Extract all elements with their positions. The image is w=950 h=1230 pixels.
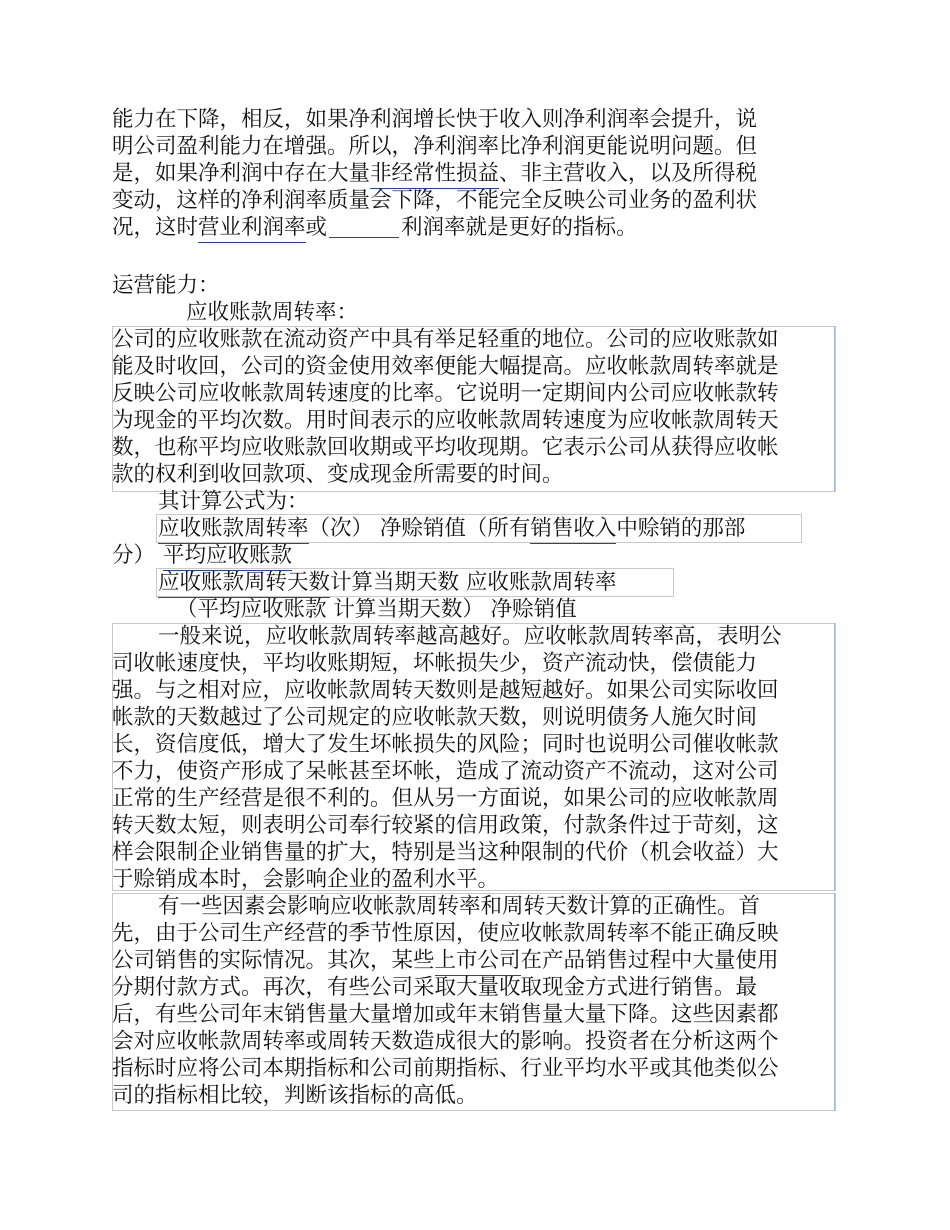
text-line: 不力，使资产形成了呆帐甚至坏帐，造成了流动资产不流动，这对公司 — [112, 759, 779, 784]
section-heading: 运营能力： — [112, 273, 220, 298]
text-line: 司收帐速度快，平均收账期短，坏帐损失少，资产流动快，偿债能力 — [112, 651, 758, 676]
text-line: 长，资信度低，增大了发生坏帐损失的风险；同时也说明公司催收帐款 — [112, 732, 779, 757]
margin-bar — [834, 893, 835, 1111]
formula-intro: 其计算公式为： — [158, 489, 309, 514]
text-line: 帐款的天数越过了公司规定的应收帐款天数，则说明债务人施欠时间 — [112, 705, 758, 730]
text-line: 明公司盈利能力在增强。所以，净利润率比净利润更能说明问题。但 — [112, 134, 758, 159]
formula-line: 分） 平均应收账款 — [112, 542, 292, 569]
text-line: 变动，这样的净利润率质量会下降，不能完全反映公司业务的盈利状 — [112, 188, 758, 213]
text-line: 正常的生产经营是很不利的。但从另一方面说，如果公司的应收帐款周 — [112, 786, 779, 811]
text-line: 为现金的平均次数。用时间表示的应收帐款周转速度为应收帐款周转天 — [112, 408, 779, 433]
text-line: 况，这时营业利润率或 利润率就是更好的指标。 — [112, 214, 638, 241]
text-line: 有一些因素会影响应收帐款周转率和周转天数计算的正确性。首 — [158, 894, 761, 919]
link-nonrecurring-gains[interactable]: 非经常性损益 — [370, 160, 499, 189]
text-line: 反映公司应收帐款周转速度的比率。它说明一定期间内公司应收帐款转 — [112, 381, 779, 406]
text-line: 分期付款方式。再次，有些公司采取大量收取现金方式进行销售。最 — [112, 975, 758, 1000]
text-line: 一般来说，应收帐款周转率越高越好。应收帐款周转率高，表明公 — [158, 624, 782, 649]
blank-link[interactable] — [329, 215, 399, 238]
text-line: 能及时收回，公司的资金使用效率便能大幅提高。应收帐款周转率就是 — [112, 354, 779, 379]
link-sales-revenue[interactable]: 销售收入 — [530, 515, 616, 544]
formula-line: 应收账款周转率（次） 净赊销值（所有销售收入中赊销的那部 — [158, 515, 745, 542]
text-line: 数，也称平均应收账款回收期或平均收现期。它表示公司从获得应收帐 — [112, 435, 779, 460]
link-average-receivable[interactable]: 平均应收账款 — [163, 542, 292, 571]
text-line: 后，有些公司年末销售量大量增加或年末销售量大量下降。这些因素都 — [112, 1002, 779, 1027]
text-line: 公司销售的实际情况。其次，某些上市公司在产品销售过程中大量使用 — [112, 947, 779, 974]
subheading: 应收账款周转率： — [186, 300, 359, 325]
text-line: 会对应收帐款周转率或周转天数造成很大的影响。投资者在分析这两个 — [112, 1029, 779, 1054]
text-line: 是，如果净利润中存在大量非经常性损益、非主营收入，以及所得税 — [112, 160, 757, 187]
text-line: 先，由于公司生产经营的季节性原因，使应收帐款周转率不能正确反映 — [112, 921, 779, 946]
text-line: 于赊销成本时，会影响企业的盈利水平。 — [112, 867, 500, 892]
text-line: 公司的应收账款在流动资产中具有举足轻重的地位。公司的应收账款如 — [112, 327, 779, 352]
text-line: 转天数太短，则表明公司奉行较紧的信用政策，付款条件过于苛刻，这 — [112, 813, 779, 838]
text-line: 强。与之相对应，应收帐款周转天数则是越短越好。如果公司实际收回 — [112, 678, 779, 703]
link-operating-margin[interactable]: 营业利润率 — [198, 214, 306, 243]
text-line: 款的权利到收回款项、变成现金所需要的时间。 — [112, 462, 564, 487]
text-line: 司的指标相比较，判断该指标的高低。 — [112, 1083, 478, 1108]
link-listed-company[interactable]: 上市公司 — [435, 947, 521, 976]
text-line: 样会限制企业销售量的扩大，特别是当这种限制的代价（机会收益）大 — [112, 840, 779, 865]
margin-bar — [834, 326, 835, 492]
formula-line: （平均应收账款 计算当期天数） 净赊销值 — [176, 597, 577, 622]
text-line: 能力在下降，相反，如果净利润增长快于收入则净利润率会提升，说 — [112, 107, 758, 132]
link-receivable-turnover[interactable]: 应收账款周转率 — [158, 515, 309, 544]
margin-bar — [834, 623, 835, 891]
formula-line: 应收账款周转天数计算当期天数 应收账款周转率 — [158, 569, 616, 596]
link-receivable-days[interactable]: 应收账款周转天数 — [158, 569, 330, 598]
text-line: 指标时应将公司本期指标和公司前期指标、行业平均水平或其他类似公 — [112, 1056, 779, 1081]
